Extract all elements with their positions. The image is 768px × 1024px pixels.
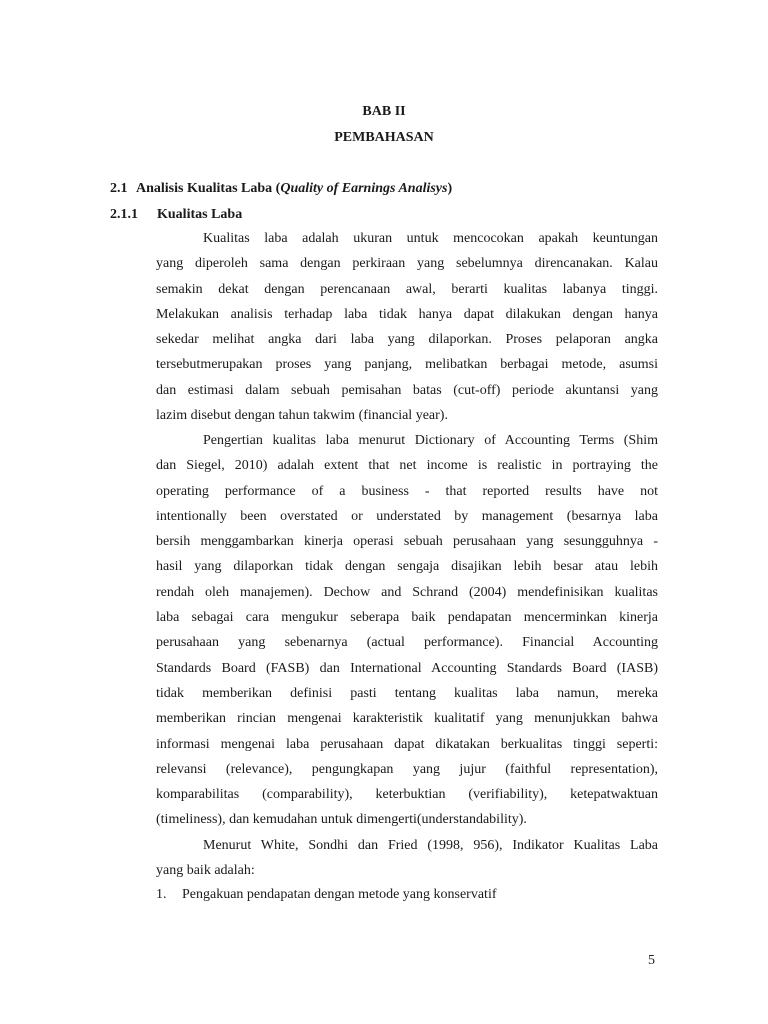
- paragraph-line: rendah oleh manajemen). Dechow and Schrand (2004) mendefinisikan kualitas: [156, 584, 658, 600]
- section-title-close: ): [447, 181, 453, 196]
- subsection-number: 2.1.1: [110, 207, 138, 222]
- paragraph-line: laba sebagai cara mengukur seberapa baik pendapatan mencerminkan kinerja: [156, 610, 658, 626]
- paragraph-2: [156, 428, 658, 833]
- section-number: 2.1: [110, 181, 128, 196]
- paragraph-line: operating performance of a business - that reported results have not: [156, 483, 658, 499]
- paragraph-3: [156, 833, 658, 884]
- paragraph-line: komparabilitas (comparability), keterbuktian (verifiability), ketepatwaktuan: [156, 787, 658, 803]
- paragraph-line: informasi mengenai laba perusahaan dapat dikatakan berkualitas tinggi seperti:: [156, 736, 658, 752]
- paragraph-line: hasil yang dilaporkan tidak dengan sengaja disajikan lebih besar atau lebih: [156, 559, 658, 575]
- subsection-title: Kualitas Laba: [157, 207, 243, 222]
- paragraph-line: bersih menggambarkan kinerja operasi sebuah perusahaan yang sesungguhnya -: [156, 534, 658, 550]
- paragraph-line: lazim disebut dengan tahun takwim (financial year).: [156, 408, 448, 424]
- page-number: 5: [648, 953, 655, 968]
- paragraph-line: intentionally been overstated or understated by management (besarnya laba: [156, 508, 658, 524]
- paragraph-line: tidak memberikan definisi pasti tentang kualitas laba namun, mereka: [156, 685, 658, 701]
- paragraph-1: [156, 226, 658, 428]
- paragraph-line: sekedar melihat angka dari laba yang dilaporkan. Proses pelaporan angka: [156, 332, 658, 348]
- section-heading: [110, 181, 452, 197]
- paragraph-line: Standards Board (FASB) dan International Accounting Standards Board (IASB): [156, 660, 658, 676]
- paragraph-line: memberikan rincian mengenai karakteristik kualitatif yang menunjukkan bahwa: [156, 711, 658, 727]
- paragraph-line: Pengertian kualitas laba menurut Dictionary of Accounting Terms (Shim: [203, 433, 658, 448]
- section-title-plain: Analisis Kualitas Laba (: [136, 181, 281, 196]
- paragraph-line: tersebutmerupakan proses yang panjang, melibatkan berbagai metode, asumsi: [156, 357, 658, 373]
- paragraph-line: Kualitas laba adalah ukuran untuk mencocokan apakah keuntungan: [203, 231, 658, 246]
- paragraph-line: (timeliness), dan kemudahan untuk dimengerti(understandability).: [156, 812, 527, 828]
- paragraph-line: relevansi (relevance), pengungkapan yang jujur (faithful representation),: [156, 761, 658, 777]
- chapter-subtitle: PEMBAHASAN: [334, 130, 434, 145]
- paragraph-line: semakin dekat dengan perencanaan awal, berarti kualitas labanya tinggi.: [156, 281, 658, 297]
- paragraph-line: yang baik adalah:: [156, 863, 255, 879]
- paragraph-line: perusahaan yang sebenarnya (actual performance). Financial Accounting: [156, 635, 658, 651]
- chapter-title: BAB II: [362, 104, 406, 119]
- section-title-italic: Quality of Earnings Analisys: [280, 181, 448, 196]
- paragraph-line: Melakukan analisis terhadap laba tidak hanya dapat dilakukan dengan hanya: [156, 306, 658, 322]
- list-item: [156, 887, 497, 903]
- paragraph-line: dan estimasi dalam sebuah pemisahan batas (cut-off) periode akuntansi yang: [156, 382, 658, 398]
- list-item-text: Pengakuan pendapatan dengan metode yang konservatif: [182, 887, 497, 902]
- paragraph-line: yang diperoleh sama dengan perkiraan yang sebelumnya direncanakan. Kalau: [156, 256, 658, 272]
- paragraph-line: dan Siegel, 2010) adalah extent that net income is realistic in portraying the: [156, 458, 658, 474]
- paragraph-line: Menurut White, Sondhi dan Fried (1998, 956), Indikator Kualitas Laba: [203, 838, 658, 853]
- subsection-heading: [110, 207, 242, 223]
- list-item-number: 1.: [156, 887, 167, 902]
